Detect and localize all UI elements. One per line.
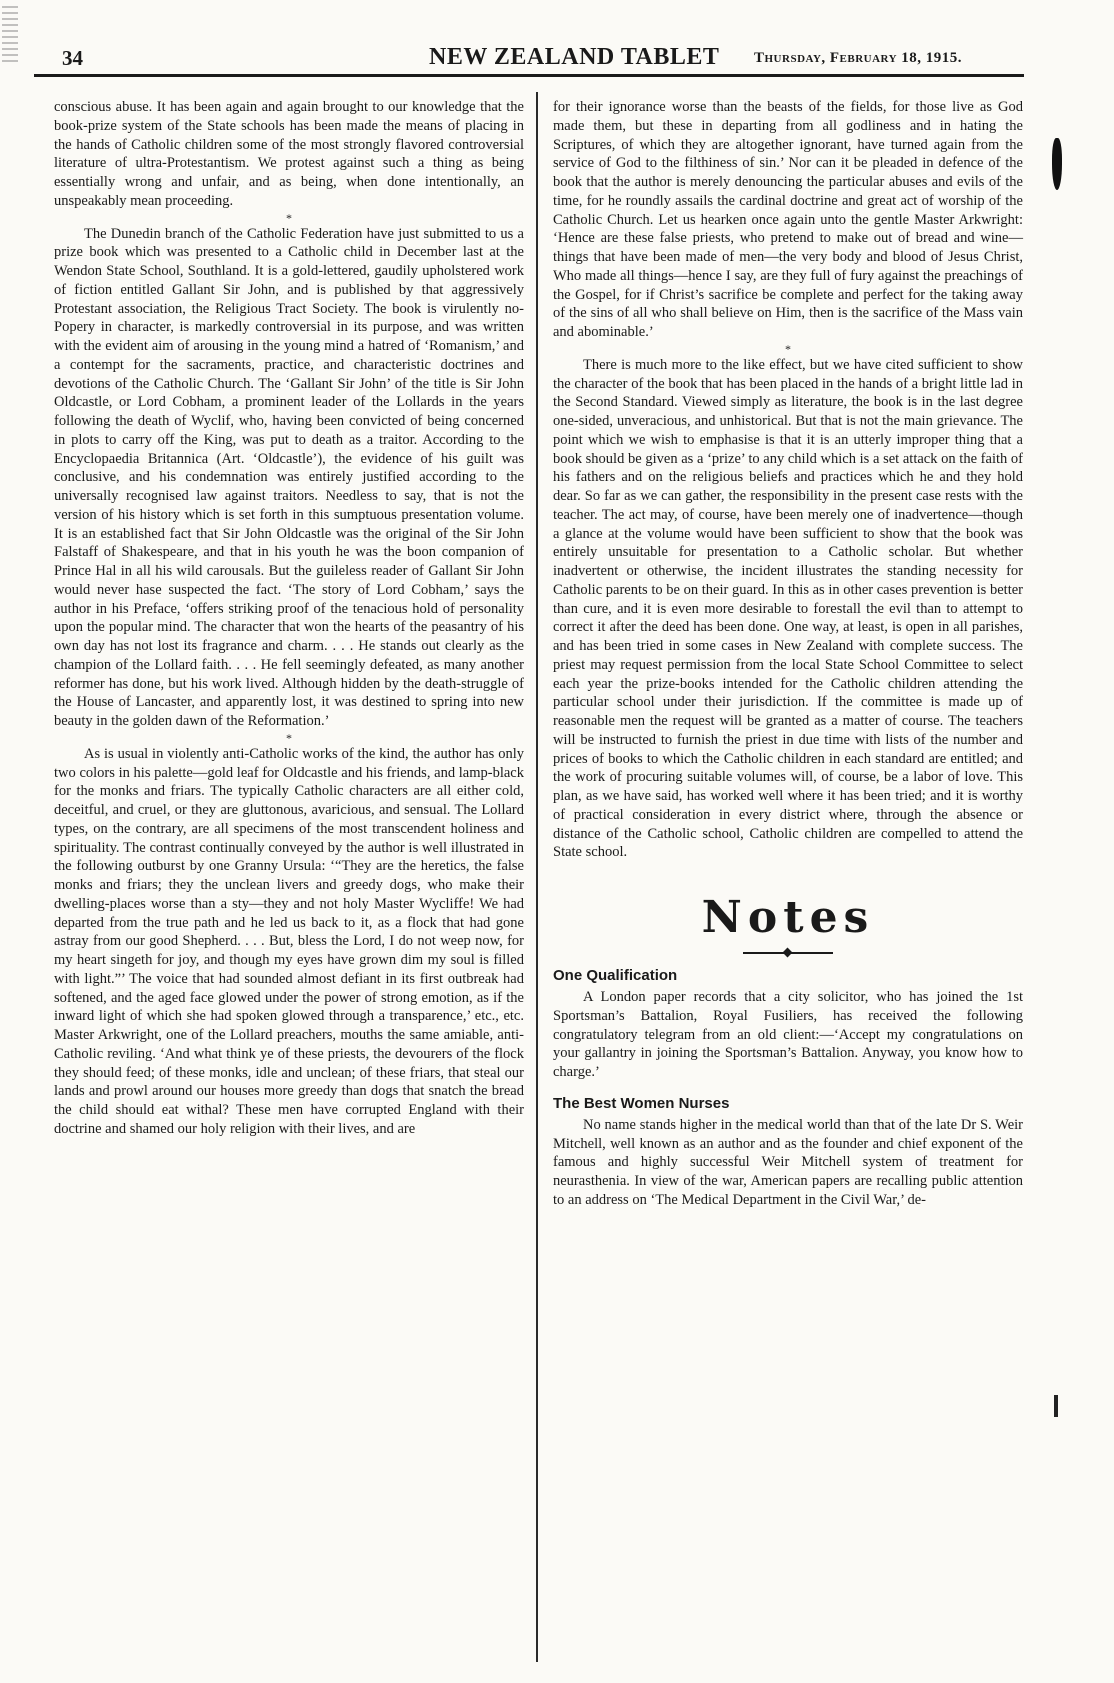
right-column — [553, 98, 1023, 1210]
subheading-best-women-nurses: The Best Women Nurses — [553, 1094, 730, 1112]
left-paragraph-1: conscious abuse. It has been again and again brought to our knowledge that the book-prize system of the State schools has been made the means of placing in the hands of Catholic children some of the most strongly flavored controversial literature of ultra-Protestantism. We protest against such a thing as being essentially wrong and unfair, and as being, when done intentionally, an unspeakably mean proceeding. — [54, 99, 524, 209]
scan-edge-mark — [2, 6, 18, 66]
ornament-divider — [743, 946, 833, 960]
page-number: 34 — [62, 46, 83, 70]
left-paragraph-3: As is usual in violently anti-Catholic works of the kind, the author has only two colors in his palette—gold leaf for Oldcastle and his friends, and lamp-black for the monks and friars. The typically Catholic characters are all either cold, deceitful, and cruel, or they are gluttonous, avaricious, and sensual. The Lollard types, on the contrary, are all specimens of the most transcendent holiness and spirituality. The contrast continually conveyed by the author is well illustrated in the following outburst by one Granny Ursula: ‘“They are the heretics, the false monks and friars; they the unclean livers and greedy dogs, who make their dwelling-places worse than a sty—they and not holy Master Wycliffe! We had departed from the true path and he led us back to it, as a flock that had gone astray from our good Shepherd. . . . But, bless the Lord, I do not weep now, for my heart singeth for joy, and though my eyes have grown dim my soul is filled with light.”’ The voice that had sounded almost defiant in its first outbreak had softened, and the aged face glowed under the power of strong emotion, as if the inward light of which she had spoken glowed through a transparence,’ etc., etc. Master Arkwright, one of the Lollard preachers, mouths the same amiable, anti-Catholic reviling. ‘And what think ye of these priests, the devourers of the flock they should feed; of these monks, idle and unclean; of these friars, that steal our lands and prowl around our houses more greedy than dogs that snatch the bread the child should eat withal? These men have corrupted England with their doctrine and shamed our holy religion with their lives, and are — [54, 745, 524, 1137]
section-star: * — [286, 210, 292, 225]
right-paragraph-3: A London paper records that a city solicitor, who has joined the 1st Sportsman’s Battalion, Royal Fusiliers, has received the following congratulatory telegram from an old client:—‘Accept my congratulations on your gallantry in joining the Sportsman’s Battalion. Anyway, you know how to charge.’ — [553, 989, 1023, 1080]
left-paragraph-2: The Dunedin branch of the Catholic Federation have just submitted to us a prize book which was presented to a Catholic child in December last at the Wendon State School, Southland. It is a gold-lettered, gaudily upholstered work of fiction entitled Gallant Sir John, and is published by that aggressively Protestant association, the Religious Tract Society. The book is virulently no-Popery in character, is markedly controversial in its purpose, and was written with the evident aim of arousing in the young mind a hatred of ‘Romanism,’ and a contempt for the sacraments, practice, and characteristic doctrines and devotions of the Catholic Church. The ‘Gallant Sir John’ of the title is Sir John Oldcastle, or Lord Cobham, a prominent leader of the Lollards in the years following the death of Wyclif, who, having been convicted of being concerned in plots to carry off the King, was put to death as a traitor. According to the Encyclopaedia Britannica (Art. ‘Oldcastle’), the evidence of his guilt was conclusive, and his condemnation was entirely justified according to the universally recognised law against traitors. Needless to say, that is not the version of his history which is set forth in this sumptuous presentation volume. It is an established fact that Sir John Oldcastle was the original of the Sir John Falstaff of Shakespeare, and that in his youth he was the boon companion of Prince Hal in all his wild carousals. But the guileless reader of Gallant Sir John would never hase suspected the fact. ‘The story of Lord Cobham,’ says the author in his Preface, ‘offers striking proof of the tenacious hold of personality upon the popular mind. The character that won the hearts of the peasantry of his own day has not lost its fragrance and charm. . . . He stands out clearly as the champion of the Lollard faith. . . . He fell seemingly defeated, as many another reformer has done, but his work lived. Although hidden by the death-struggle of the House of Lancaster, and apparently lost, it was destined to spring into new beauty in the golden dawn of the Reformation.’ — [54, 225, 524, 729]
right-paragraph-4: No name stands higher in the medical world than that of the late Dr S. Weir Mitchell, well known as an author and as the founder and chief exponent of the famous and highly successful Weir Mitchell system of treatment for neurasthenia. In view of the war, American papers are recalling public attention to an address on ‘The Medical Department in the Civil War,’ de- — [553, 1116, 1023, 1208]
right-paragraph-2: There is much more to the like effect, but we have cited sufficient to show the character of the book that has been placed in the hands of a bright little lad in the Second Standard. Viewed simply as literature, the book is in the last degree one-sided, unveracious, and unhistorical. But that is not the main grievance. The point which we wish to emphasise is that it is an utterly improper thing that a book should be given as a ‘prize’ to any child which is a set attack on the faith of his fathers and on the religious beliefs and practices which he and they hold dear. So far as we can gather, the responsibility in the present case rests with the teacher. The act may, of course, have been merely one of inadvertence—though a glance at the volume would have been sufficient to show that the book was entirely unsuitable for presentation to a Catholic scholar. But whether inadvertent or otherwise, the incident illustrates the standing necessity for Catholic parents to be on their guard. In this as in other cases prevention is better than cure, and it is even more desirable to forestall the evil than to attempt to correct it after the deed has been done. One way, at least, is open in all parishes, and has been tried in some cases in New Zealand with complete success. The priest may request permission from the local State School Committee to select each year the prize-books intended for the Catholic children attending the particular school under their jurisdiction. If the committee is made up of reasonable men the request will be granted as a matter of course. The teachers will be instructed to furnish the priest in due time with lists of the number and prices of books to which the Catholic children in each standard are entitled; and the work of procuring suitable volumes will, of course, be a labor of love. This plan, as we have said, has worked well where it has been tried; and it is worthy of practical consideration in every district where, through the absence or distance of the Catholic school, Catholic children are compelled to attend the State school. — [553, 356, 1023, 861]
right-paragraph-1: for their ignorance worse than the beasts of the fields, for those live as God made them, but these in departing from all godliness and in hating the Scriptures, of which they are altogether ignorant, have turned again from the service of God to the filthiness of sin.’ Nor can it be pleaded in defence of the book that the author is merely denouncing the particular abuses and evils of the time, for he roundly assails the cardinal doctrine and great act of worship of the Catholic Church. Let us hearken once again unto the gentle Master Arkwright: ‘Hence are these false priests, who pretend to make out of bread and wine—things that have been made of men—the very body and blood of Jesus Christ, Who made all things—hence I say, are they full of fury against the preachings of the Gospel, for if Christ’s sacrifice be complete and perfect for the taking away of the sins of all who shall believe on Him, then is the sacrifice of the Mass vain and abominable.’ — [553, 99, 1023, 340]
issue-date: Thursday, February 18, 1915. — [754, 50, 963, 66]
page-header — [34, 44, 1024, 77]
section-star: * — [785, 341, 791, 356]
ink-mark — [1054, 1395, 1058, 1417]
notes-heading: Notes — [701, 892, 875, 943]
newspaper-title: NEW ZEALAND TABLET — [429, 44, 720, 70]
ink-blot-mark — [1052, 138, 1062, 190]
section-star: * — [286, 730, 292, 745]
subheading-one-qualification: One Qualification — [553, 967, 678, 984]
left-column — [54, 98, 524, 1139]
column-rule — [536, 92, 538, 1662]
